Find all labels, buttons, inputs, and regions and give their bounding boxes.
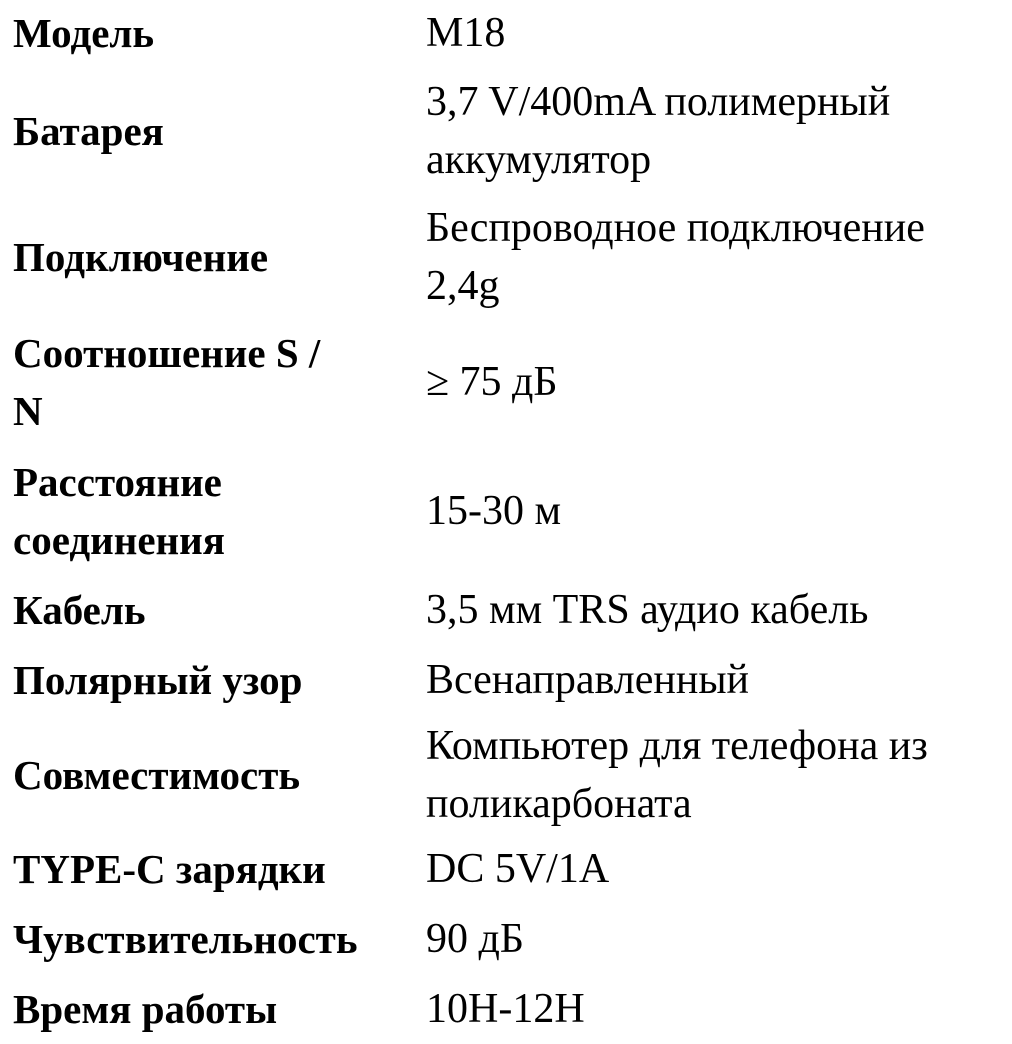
spec-label: Модель [13,10,155,56]
spec-label: Чувствительность [13,916,358,962]
spec-row-charging [13,834,1008,904]
spec-row-battery [13,66,1008,196]
spec-value: M18 [426,10,506,56]
spec-row-working-time [13,974,1008,1044]
spec-value: 90 дБ [426,916,524,962]
spec-label: Батарея [13,108,164,154]
spec-value: Компьютер для телефона из поликарбоната [426,723,928,827]
spec-label: Полярный узор [13,657,303,703]
spec-value: 15-30 м [426,488,562,534]
spec-label: Расстояние соединения [13,459,225,563]
spec-label: Кабель [13,587,146,633]
spec-row-model [13,0,1008,66]
spec-row-sensitivity [13,904,1008,974]
spec-value: Всенаправленный [426,657,750,703]
spec-label: Совместимость [13,752,301,798]
spec-label: Соотношение S / N [13,330,321,434]
spec-label: TYPE-C зарядки [13,846,326,892]
spec-table [13,0,1008,1044]
spec-row-polar-pattern [13,644,1008,716]
spec-value: 3,5 мм TRS аудио кабель [426,587,869,633]
spec-label: Подключение [13,234,269,280]
spec-value: Беспроводное подключение 2,4g [426,205,925,309]
spec-value: ≥ 75 дБ [426,359,558,405]
spec-row-connection [13,196,1008,318]
spec-value: 3,7 V/400mA полимерный аккумулятор [426,79,891,183]
spec-row-compatibility [13,716,1008,834]
spec-value: 10H-12H [426,986,585,1032]
spec-row-cable [13,576,1008,644]
spec-label: Время работы [13,986,278,1032]
spec-value: DC 5V/1A [426,846,610,892]
spec-row-snr [13,318,1008,446]
spec-row-distance [13,446,1008,576]
